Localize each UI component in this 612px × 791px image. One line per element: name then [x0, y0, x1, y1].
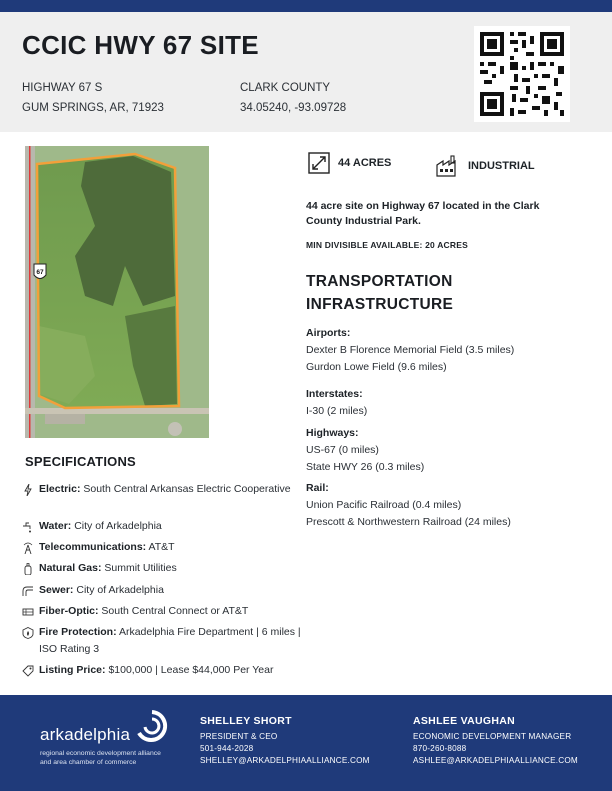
spec-label: Fiber-Optic: — [39, 605, 99, 617]
spec-value: City of Arkadelphia — [74, 520, 162, 532]
transport-item: US-67 (0 miles) — [306, 444, 379, 456]
spec-item-telecommunications — [22, 539, 312, 560]
spec-item-fiber-optic — [22, 603, 312, 624]
min-divisible: MIN DIVISIBLE AVAILABLE: 20 ACRES — [306, 240, 468, 250]
contact-phone[interactable]: 501-944-2028 — [200, 744, 254, 753]
aerial-site-map[interactable] — [25, 146, 209, 438]
spec-item-fire-protection — [22, 624, 312, 658]
coordinates: 34.05240, -93.09728 — [240, 102, 347, 114]
spec-value: $100,000 | Lease $44,000 Per Year — [108, 664, 274, 676]
aerial-map-graphic — [25, 146, 209, 438]
logo-tagline-1: regional economic development alliance — [40, 750, 161, 757]
site-location — [240, 78, 346, 118]
page-title: CCIC HWY 67 SITE — [22, 30, 259, 60]
spec-label: Listing Price: — [39, 664, 106, 676]
route-shield-label: 67 — [36, 269, 44, 276]
faucet-icon — [22, 521, 34, 533]
acreage-fact — [308, 152, 391, 174]
transport-group-highways — [306, 427, 424, 476]
spec-value: South Central Connect or AT&T — [101, 605, 249, 617]
acreage-value: 44 ACRES — [338, 157, 392, 169]
site-type-fact — [436, 155, 535, 177]
spec-label: Water: — [39, 520, 72, 532]
contact-name: ASHLEE VAUGHAN — [413, 715, 516, 727]
transport-group-heading: Rail: — [306, 482, 329, 494]
transport-item: Prescott & Northwestern Railroad (24 miles) — [306, 516, 511, 528]
spec-value: City of Arkadelphia — [76, 584, 164, 596]
contact-card — [413, 715, 578, 767]
spec-value: Summit Utilities — [104, 562, 177, 574]
spec-label: Fire Protection: — [39, 626, 117, 638]
spec-label: Electric: — [39, 483, 81, 495]
transport-item: Gurdon Lowe Field (9.6 miles) — [306, 361, 447, 373]
expand-arrows-icon — [308, 152, 330, 174]
plug-icon — [22, 484, 34, 496]
transport-item: I-30 (2 miles) — [306, 405, 368, 417]
logo-wordmark: arkadelphia — [40, 725, 131, 744]
contact-email[interactable]: SHELLEY@ARKADELPHIAALLIANCE.COM — [200, 756, 370, 765]
spec-item-sewer — [22, 582, 312, 603]
transport-group-interstates — [306, 388, 367, 420]
transport-group-heading: Airports: — [306, 327, 351, 339]
us-route-shield — [34, 264, 46, 279]
spec-item-natural-gas — [22, 560, 312, 581]
header — [0, 12, 612, 132]
contact-role: PRESIDENT & CEO — [200, 732, 278, 741]
top-accent-bar — [0, 0, 612, 12]
contact-card — [200, 715, 370, 767]
site-type-value: INDUSTRIAL — [468, 160, 535, 172]
county: CLARK COUNTY — [240, 82, 331, 94]
factory-icon — [436, 155, 460, 177]
alliance-logo[interactable] — [40, 709, 190, 769]
spec-item-electric — [22, 481, 312, 502]
contact-name: SHELLEY SHORT — [200, 715, 292, 727]
transport-group-heading: Interstates: — [306, 388, 363, 400]
transport-item: Dexter B Florence Memorial Field (3.5 miles) — [306, 344, 515, 356]
spec-value: South Central Arkansas Electric Cooperative — [83, 483, 291, 495]
fire-icon — [22, 627, 34, 639]
transport-item: Union Pacific Railroad (0.4 miles) — [306, 499, 462, 511]
spec-label: Sewer: — [39, 584, 74, 596]
footer — [0, 695, 612, 791]
address-line-1: HIGHWAY 67 S — [22, 82, 103, 94]
contact-role: ECONOMIC DEVELOPMENT MANAGER — [413, 732, 572, 741]
transportation-heading: TRANSPORTATION INFRASTRUCTURE — [306, 273, 454, 313]
logo-tagline-2: and area chamber of commerce — [40, 759, 137, 766]
transport-group-rail — [306, 482, 511, 531]
contact-phone[interactable]: 870-260-8088 — [413, 744, 467, 753]
pipe-icon — [22, 585, 34, 597]
qr-code[interactable] — [474, 26, 570, 122]
tower-icon — [22, 542, 34, 554]
contact-email[interactable]: ASHLEE@ARKADELPHIAALLIANCE.COM — [413, 756, 578, 765]
spec-value: Arkadelphia Fire Department | 6 miles | ISO Rating 3 — [39, 626, 301, 655]
spec-item-listing-price — [22, 662, 312, 683]
spec-label: Natural Gas: — [39, 562, 102, 574]
transport-item: State HWY 26 (0.3 miles) — [306, 461, 425, 473]
spec-label: Telecommunications: — [39, 541, 147, 553]
logo-mark-icon — [134, 709, 170, 743]
gas-icon — [22, 563, 34, 575]
site-address — [22, 78, 164, 118]
fiber-icon — [22, 606, 34, 618]
price-tag-icon — [22, 665, 34, 677]
qr-code-graphic — [474, 26, 570, 122]
spec-item-water — [22, 518, 312, 539]
address-line-2: GUM SPRINGS, AR, 71923 — [22, 102, 164, 114]
specifications-heading: SPECIFICATIONS — [25, 454, 136, 469]
transport-group-airports — [306, 327, 514, 376]
spec-value: AT&T — [148, 541, 175, 553]
transport-group-heading: Highways: — [306, 427, 359, 439]
site-description: 44 acre site on Highway 67 located in the Clark County Industrial Park. — [306, 200, 540, 227]
